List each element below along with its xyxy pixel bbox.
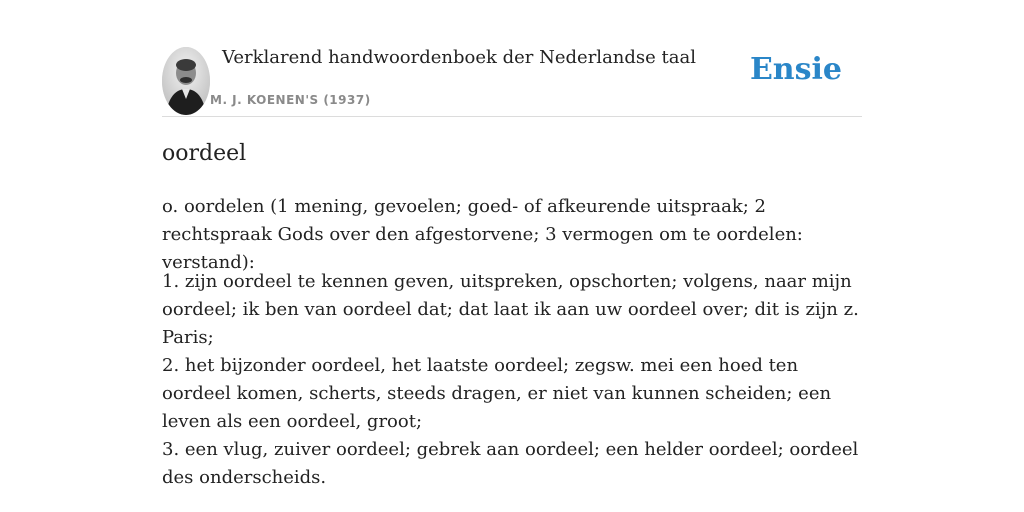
ensie-logo-link[interactable]: Ensie — [749, 52, 842, 87]
entry-page — [162, 0, 862, 512]
dictionary-title: Verklarend handwoordenboek der Nederlandse taal — [222, 47, 696, 68]
dictionary-author: M. J. KOENEN'S (1937) — [210, 93, 371, 107]
entry-definition: o. oordelen (1 mening, gevoelen; goed- of afkeurende uitspraak; 2 rechtspraak Gods over den afgestorvene; 3 vermogen om te oordelen: verstand): — [162, 196, 803, 273]
author-portrait — [162, 47, 210, 115]
entry-examples — [162, 268, 862, 492]
author-portrait-image — [162, 47, 210, 115]
example-sense-3: 3. een vlug, zuiver oordeel; gebrek aan oordeel; een helder oordeel; oordeel des onderscheids. — [162, 439, 859, 488]
example-sense-2: 2. het bijzonder oordeel, het laatste oordeel; zegsw. mei een hoed ten oordeel komen, scherts, steeds dragen, er niet van kunnen scheiden; een leven als een oordeel, groot; — [162, 355, 832, 432]
example-sense-1: 1. zijn oordeel te kennen geven, uitspreken, opschorten; volgens, naar mijn oordeel; ik ben van oordeel dat; dat laat ik aan uw oordeel over; dit is zijn z. Paris; — [162, 271, 859, 348]
entry-headword: oordeel — [162, 141, 247, 166]
dictionary-header — [162, 46, 862, 117]
